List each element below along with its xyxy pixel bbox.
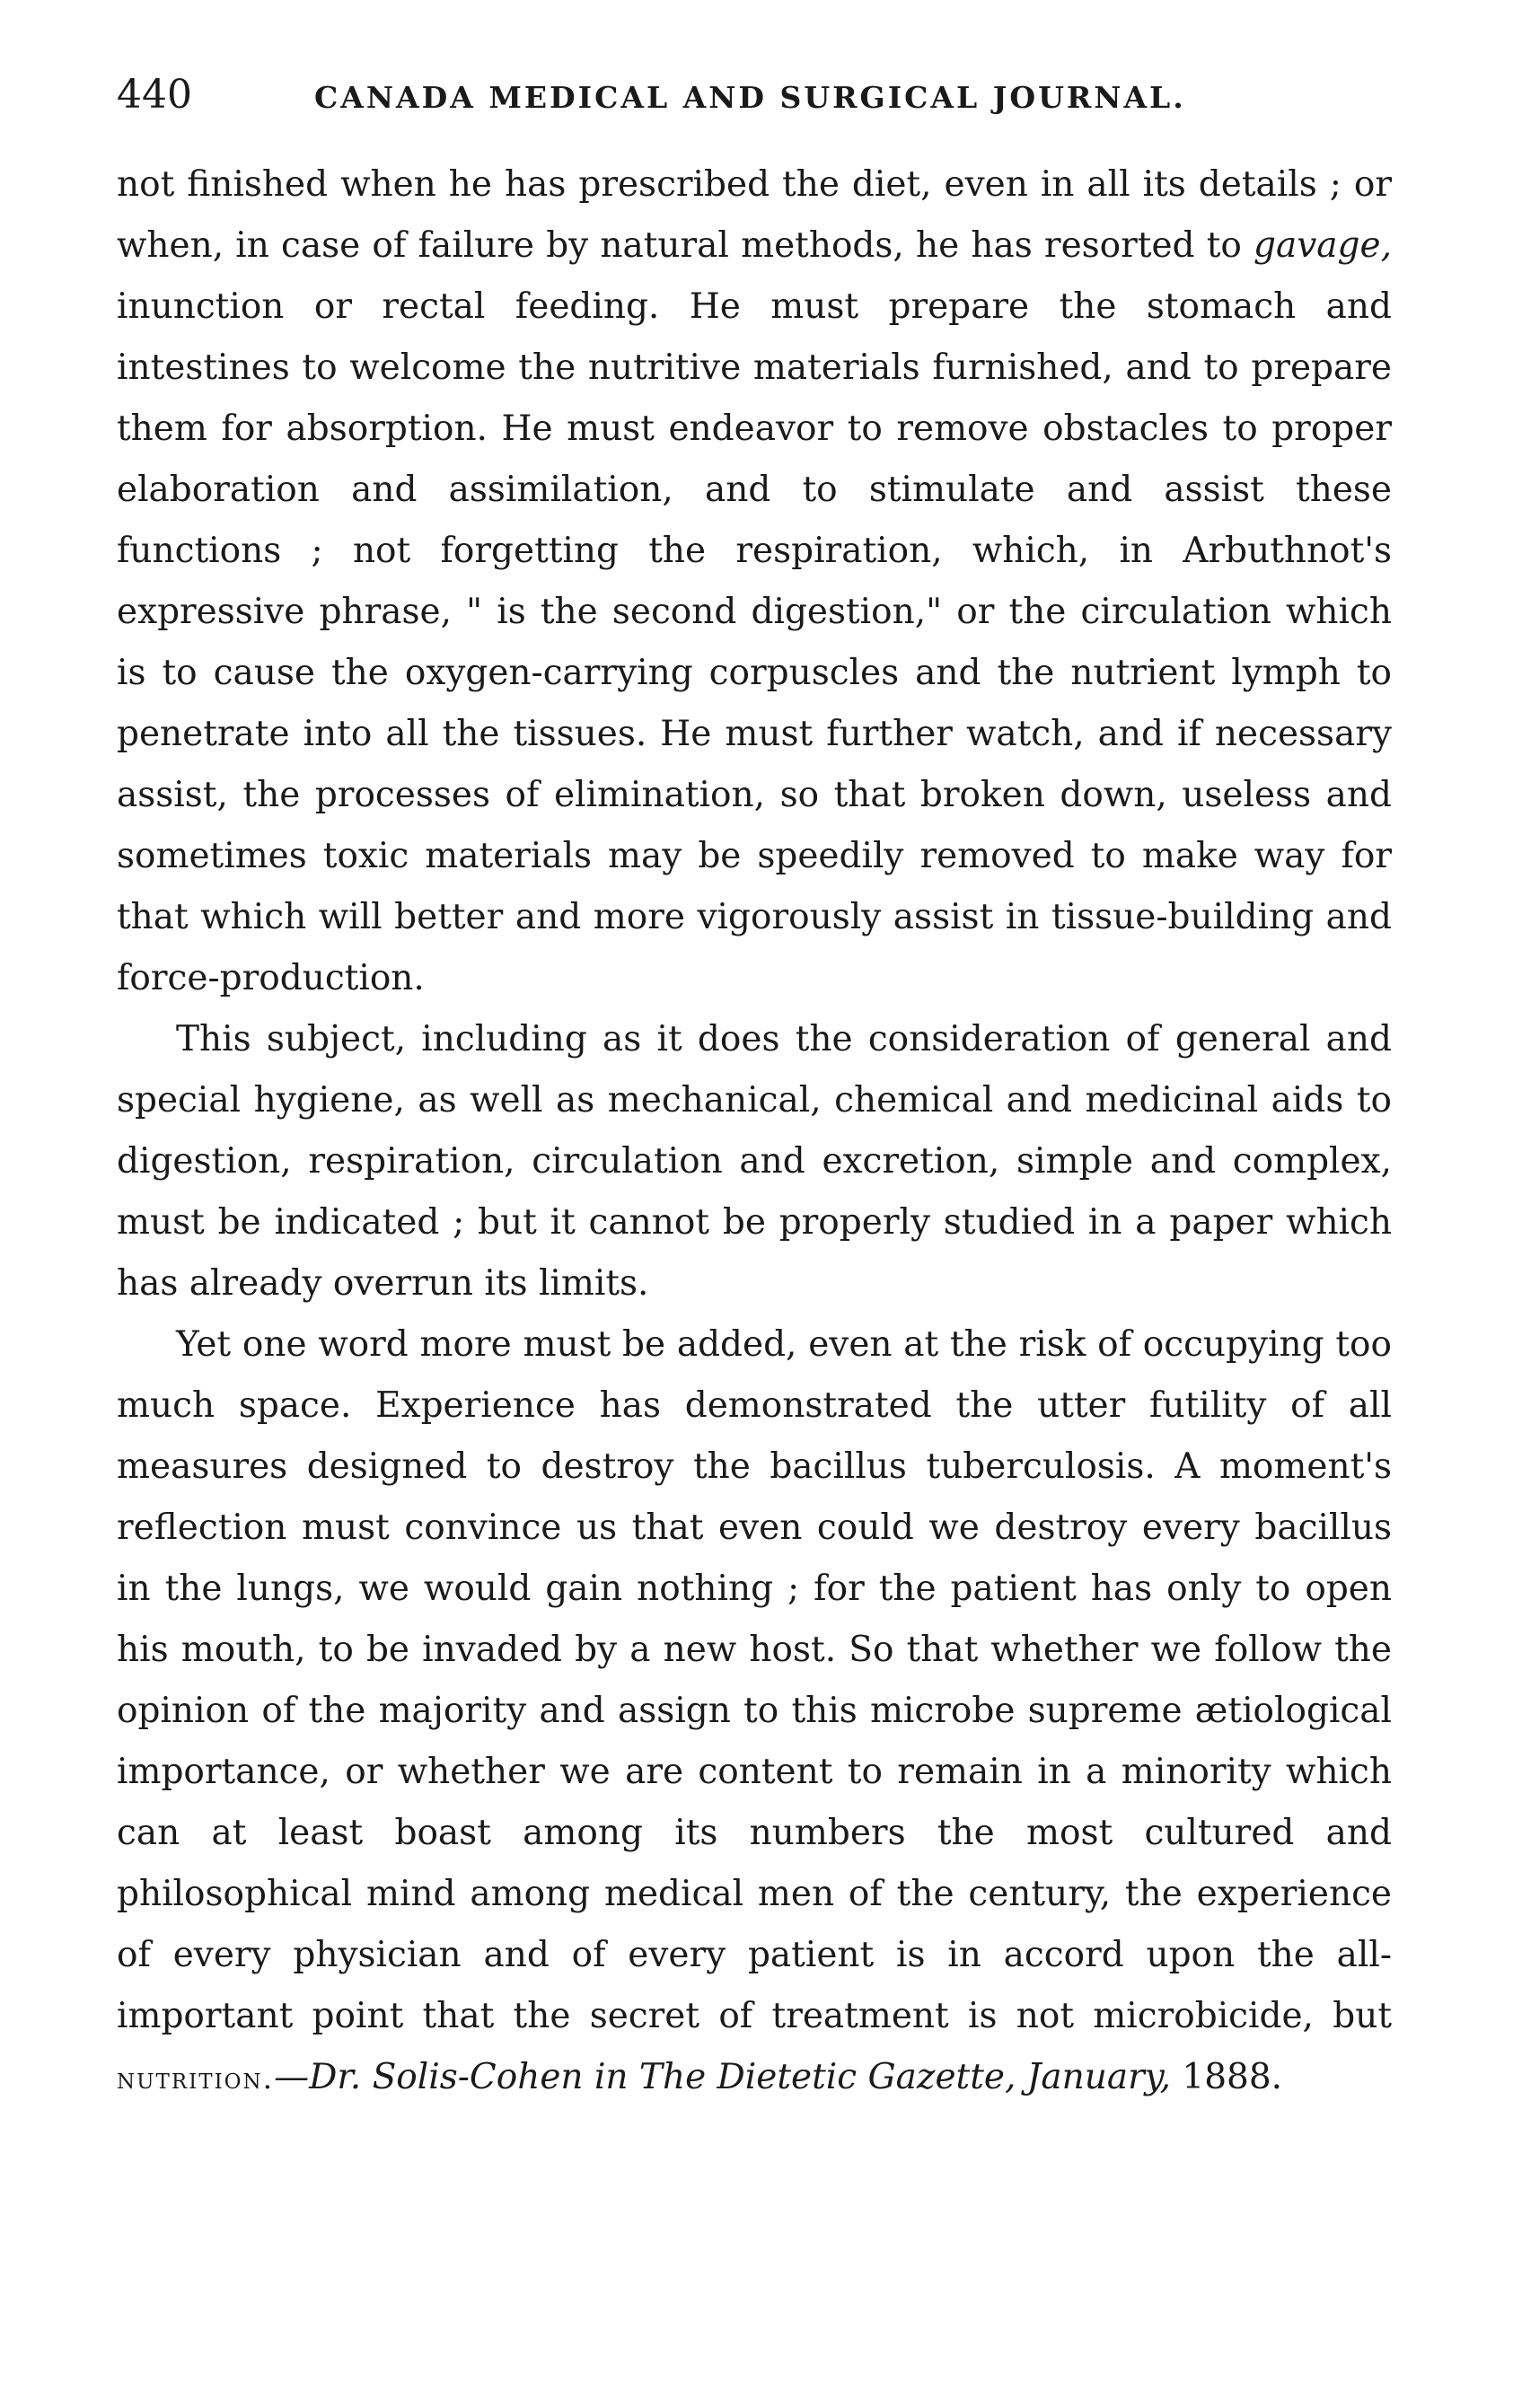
paragraph-3-caps-word: nutrition. (117, 2061, 275, 2096)
paragraph-3-citation: —Dr. Solis-Cohen in The Dietetic Gazette, January, (274, 2057, 1172, 2097)
paragraph-1-text-c: inunction or rectal feeding. He must prepare the stomach and intestines to welcome the nutritive materials furnished, and to prepare them for absorption. He must endeavor to remove obstacles to proper elaboration and assimilation, and to stimulate and assist these functions ; not forgetting the respiration, which, in Arbuthnot's expressive phrase, " is the second digestion," or the circulation which is to cause the oxygen-carrying corpuscles and the nutrient lymph to penetrate into all the tissues. He must further watch, and if necessary assist, the processes of elimination, so that broken down, useless and sometimes toxic materials may be speedily removed to make way for that which will better and more vigorously assist in tissue-building and force-production. (117, 286, 1392, 998)
paragraph-2: This subject, including as it does the consideration of general and special hygiene, as well as mechanical, chemical and medicinal aids to digestion, respiration, circulation and excretion, simple and complex, must be indicated ; but it cannot be properly studied in a paper which has already overrun its limits. (117, 1019, 1392, 1304)
paragraph-3 (117, 1314, 1392, 2109)
article-body (117, 154, 1392, 2109)
page-number: 440 (117, 72, 192, 118)
paragraph-3-text-a: Yet one word more must be added, even at the risk of occupying too much space. Experience has demonstrated the utter futility of all measures designed to destroy the bacillus tuberculosis. A moment's reflection must convince us that even could we destroy every bacillus in the lungs, we would gain nothing ; for the patient has only to open his mouth, to be invaded by a new host. So that whether we follow the opinion of the majority and assign to this microbe supreme ætiological importance, or whether we are content to remain in a minority which can at least boast among its numbers the most cultured and philosophical mind among medical men of the century, the experience of every physician and of every patient is in accord upon the all-important point that the secret of treatment is not microbicide, but (117, 1324, 1392, 2036)
paragraph-1-text-a: not finished when he has prescribed the diet, even in all its details ; or when, in case of failure by natural methods, he has resorted to (117, 164, 1392, 266)
running-head: CANADA MEDICAL AND SURGICAL JOURNAL. (314, 80, 1186, 115)
paragraph-1 (117, 154, 1392, 1009)
paragraph-3-year: 1888. (1171, 2057, 1283, 2097)
paragraph-1-italic-term: gavage, (1254, 225, 1392, 266)
journal-page (117, 72, 1392, 2109)
page-header (117, 72, 1392, 135)
